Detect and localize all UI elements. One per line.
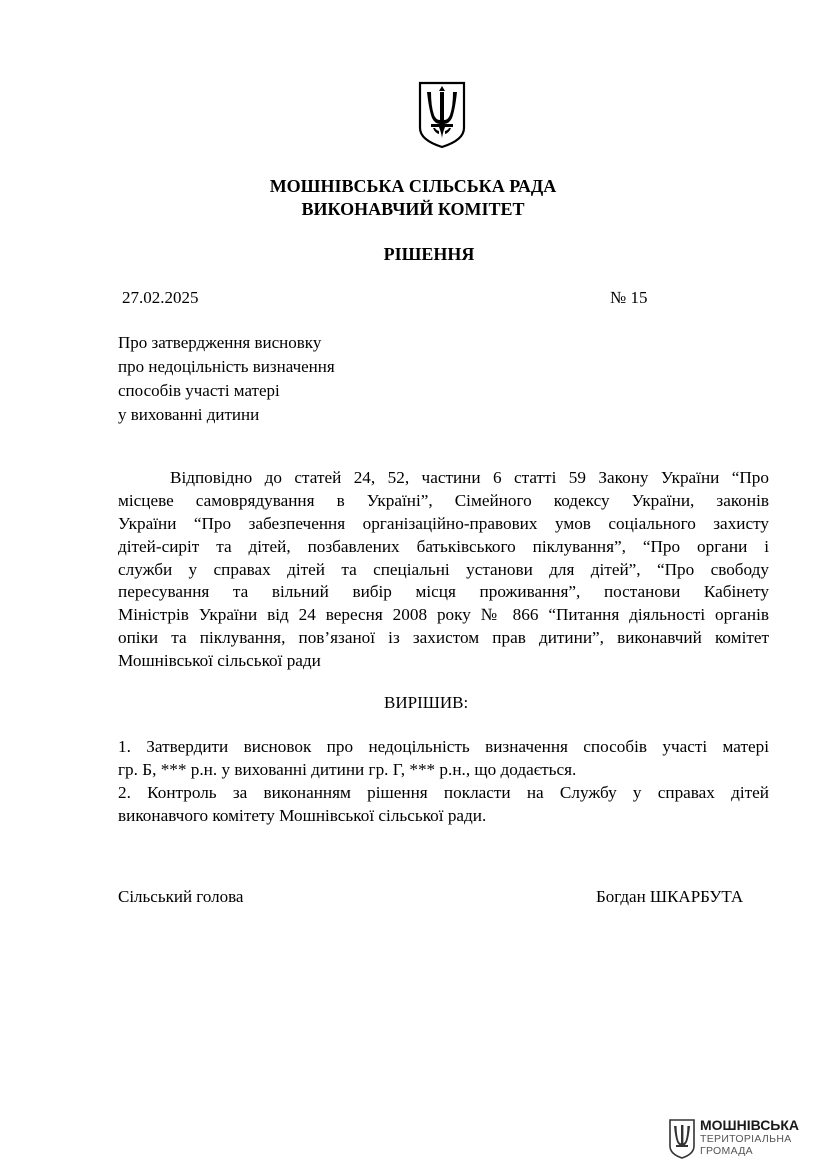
decision-number: № 15 <box>610 288 648 307</box>
signature-name: Богдан ШКАРБУТА <box>596 887 744 906</box>
preamble-line: опіки та піклування, пов’язаної із захистом прав дитини”, виконавчий комітет <box>118 628 769 648</box>
decision-line: виконавчого комітету Мошнівської сільської ради. <box>118 806 487 825</box>
committee-name: ВИКОНАВЧИЙ КОМІТЕТ <box>301 199 525 219</box>
decision-line: гр. Б, *** р.н. у вихованні дитини гр. Г, *** р.н., що додається. <box>118 760 577 779</box>
preamble-line: місцеве самоврядування в Україні”, Сімейного кодексу України, законів <box>118 490 769 510</box>
community-sub-1: ТЕРИТОРІАЛЬНА <box>700 1133 792 1145</box>
decisions-block <box>118 735 769 827</box>
preamble-line: Міністрів України від 24 вересня 2008 року № 866 “Питання діяльності органів <box>118 605 769 625</box>
coat-of-arms-icon <box>417 80 467 150</box>
signature-position: Сільський голова <box>118 887 244 906</box>
community-name: МОШНІВСЬКА <box>700 1117 800 1133</box>
preamble-line: служби у справах дітей та спеціальні установи для дітей”, “Про свободу <box>118 559 769 579</box>
decision-date: 27.02.2025 <box>122 288 199 307</box>
community-sub-2: ГРОМАДА <box>700 1145 753 1157</box>
resolved-heading: ВИРІШИВ: <box>384 693 469 712</box>
community-logo-text <box>700 1118 799 1157</box>
subject-line: способів участі матері <box>118 381 280 400</box>
subject-line: у вихованні дитини <box>118 405 260 424</box>
subject-line: про недоцільність визначення <box>118 357 335 376</box>
council-name: МОШНІВСЬКА СІЛЬСЬКА РАДА <box>269 176 557 196</box>
preamble-line: пересування та вільний вибір місця проживання”, постанови Кабінету <box>118 582 769 602</box>
decision-line: 2. Контроль за виконанням рішення покласти на Службу у справах дітей <box>118 783 769 802</box>
decision-line: 1. Затвердити висновок про недоцільність визначення способів участі матері <box>118 737 769 756</box>
preamble-line: Мошнівської сільської ради <box>118 651 321 671</box>
preamble-line: дітей-сиріт та дітей, позбавлених батьківського піклування”, “Про органи і <box>118 536 769 556</box>
preamble-line: Відповідно до статей 24, 52, частини 6 статті 59 Закону України “Про <box>170 468 769 487</box>
preamble-line: України “Про забезпечення організаційно-правових умов соціального захисту <box>118 513 769 533</box>
subject-line: Про затвердження висновку <box>118 333 322 352</box>
community-logo-icon <box>668 1118 696 1160</box>
document-type: РІШЕННЯ <box>383 244 475 264</box>
preamble-paragraph <box>118 467 769 673</box>
